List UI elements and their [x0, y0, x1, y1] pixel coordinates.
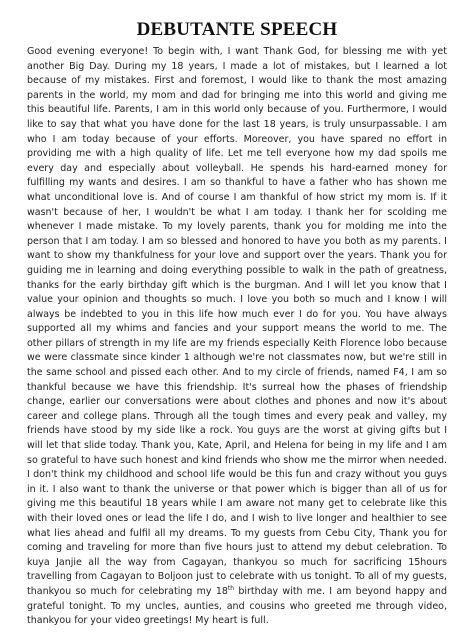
- speech-text-end: birthday with me. I am beyond happy and grateful tonight. To my uncles, aunties, and cousins who greeted me through video, thankyou for your video greetings! My heart is full.: [27, 585, 447, 627]
- document-title: DEBUTANTE SPEECH: [136, 19, 338, 40]
- speech-paragraph: [27, 45, 447, 629]
- document-page: [27, 18, 447, 629]
- speech-text-main: Good evening everyone! To begin with, I want Thank God, for blessing me with yet another Big Day. During my 18 years, I made a lot of mistakes, but I learned a lot because of my mistakes. First and foremost, I would like to thank the most amazing parents in the world, my mom and dad for bringing me into this world and giving me this beautiful life. Parents, I am in this world only because of you. Furthermore, I would like to say that what you have done for the last 18 years, is truly unsurpassable. I am who I am today because of your efforts. Moreover, you have spared no effort in providing me with a high quality of life. Let me tell everyone how my dad spoils me every day and especially about volleyball. He spends his hard-earned money for fulfilling my wants and desires. I am so thankful to have a father who has shown me what unconditional love is. And of course I am thankful of how strict my mom is. If it wasn't because of her, I wouldn't be what I am today. I thank her for scolding me whenever I made mistake. To my lovely parents, thank you for molding me into the person that I am today. I am so blessed and honored to have you both as my parents. I want to show my thankfulness for your love and support over the years. Thank you for guiding me in learning and doing everything possible to walk in the path of greatness, thanks for the early birthday gift which is the burgman. And I will let you know that I value your opinion and thoughts so much. I love you both so much and I know I will always be indebted to you in this life how much ever I do for you. You have always supported all my whims and fancies and your support means the world to me. The other pillars of strength in my life are my friends especially Keith Florence lobo because we were classmate since kinder 1 although we're not classmates now, but we're still in the same school and pissed each other. And to my circle of friends, named F4, I am so thankful because we have this friendship. It's surreal how the phases of friendship change, earlier our conversations were about clothes and phones and now it's about career and college plans. Through all the tough times and every peak and valley, my friends have stood by my side like a rock. You guys are the worst at giving gifts but I will let that slide today. Thank you, Kate, April, and Helena for being in my life and I am so grateful to have such honest and kind friends who show me the mirror when needed. I don't think my childhood and school life would be this fun and crazy without you guys in it. I also want to thank the universe or that power which is bigger than all of us for giving me this beautiful 18 years while I am aware not many get to celebrate like this with their loved ones or lead the life I do, and I wish to live longer and healthier to see what lies ahead and fulfil all my dreams. To my guests from Cebu City, Thank you for coming and traveling for more than five hours just to attend my debut celebration. To kuya Janjie all the way from Cagayan, thankyou so much for sacrificing 15hours travelling from Cagayan to Boljoon just to celebrate with us tonight. To all of my guests, thankyou so much for celebrating my 18: [27, 46, 447, 597]
- ordinal-superscript: th: [227, 584, 235, 592]
